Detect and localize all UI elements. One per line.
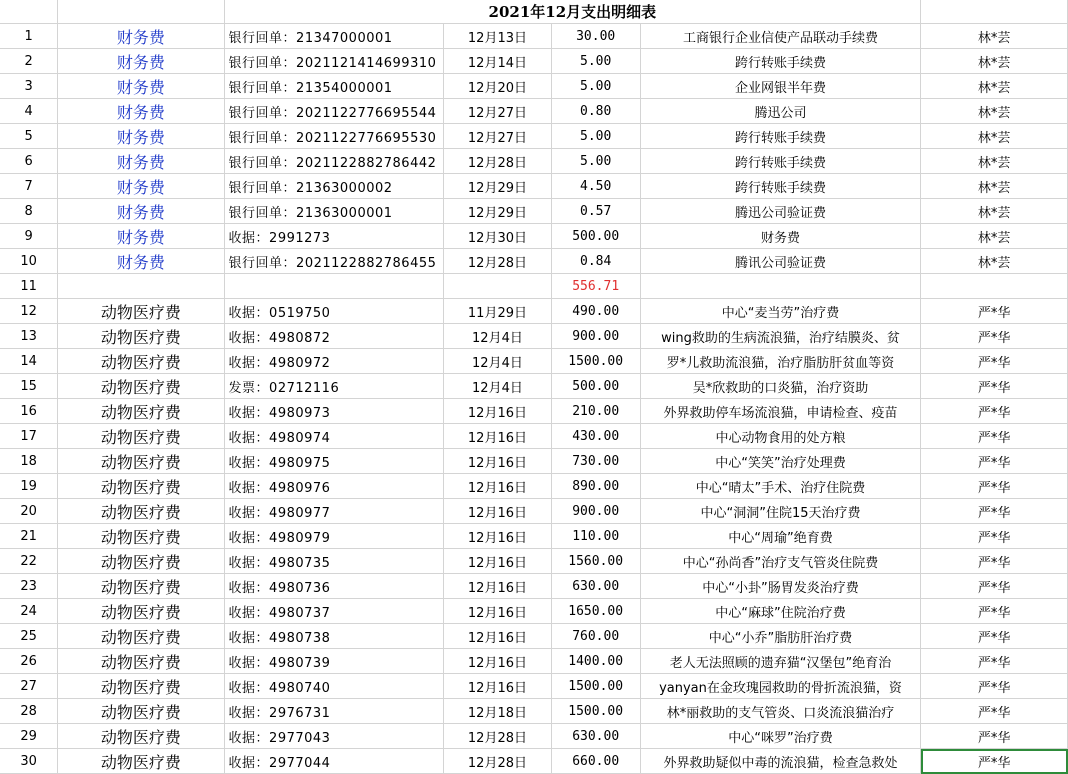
date-cell[interactable]: 12月20日 bbox=[444, 74, 551, 99]
table-row bbox=[0, 324, 1068, 349]
person-cell[interactable]: 林*芸 bbox=[921, 224, 1068, 249]
row-number[interactable]: 16 bbox=[0, 399, 58, 424]
row-number[interactable]: 8 bbox=[0, 199, 58, 224]
person-cell[interactable]: 严*华 bbox=[921, 649, 1068, 674]
date-cell[interactable]: 12月16日 bbox=[444, 499, 551, 524]
row-number[interactable]: 17 bbox=[0, 424, 58, 449]
description-cell[interactable]: 跨行转账手续费 bbox=[640, 49, 920, 74]
person-cell[interactable]: 林*芸 bbox=[921, 149, 1068, 174]
table-row bbox=[0, 74, 1068, 99]
reference-cell[interactable]: 银行回单：21363000002 bbox=[224, 174, 444, 199]
description-cell[interactable]: 工商银行企业信使产品联动手续费 bbox=[640, 24, 920, 49]
cell-row-header-blank[interactable] bbox=[0, 0, 58, 24]
description-cell[interactable]: 林*丽救助的支气管炎、口炎流浪猫治疗 bbox=[640, 699, 920, 724]
reference-cell[interactable]: 收据：4980977 bbox=[224, 499, 444, 524]
description-cell[interactable]: wing救助的生病流浪猫，治疗结膜炎、贫 bbox=[640, 324, 920, 349]
date-cell[interactable]: 12月16日 bbox=[444, 649, 551, 674]
amount-cell[interactable]: 5.00 bbox=[551, 124, 640, 149]
person-cell[interactable]: 严*华 bbox=[921, 399, 1068, 424]
amount-cell[interactable]: 500.00 bbox=[551, 224, 640, 249]
person-cell[interactable]: 严*华 bbox=[921, 749, 1068, 774]
row-number[interactable]: 11 bbox=[0, 274, 58, 299]
category-cell[interactable]: 动物医疗费 bbox=[58, 724, 224, 749]
description-cell[interactable]: 中心“孙尚香”治疗支气管炎住院费 bbox=[640, 549, 920, 574]
table-row bbox=[0, 149, 1068, 174]
date-cell[interactable]: 11月29日 bbox=[444, 299, 551, 324]
table-row bbox=[0, 49, 1068, 74]
description-cell[interactable]: 中心“小卦”肠胃发炎治疗费 bbox=[640, 574, 920, 599]
reference-cell[interactable]: 收据：2976731 bbox=[224, 699, 444, 724]
description-cell[interactable]: 吴*欣救助的口炎猫，治疗资助 bbox=[640, 374, 920, 399]
category-cell[interactable]: 财务费 bbox=[58, 249, 224, 274]
table-row bbox=[0, 474, 1068, 499]
description-cell[interactable]: 老人无法照顾的遗弃猫“汉堡包”绝育治 bbox=[640, 649, 920, 674]
person-cell[interactable]: 严*华 bbox=[921, 599, 1068, 624]
row-number[interactable]: 5 bbox=[0, 124, 58, 149]
description-cell[interactable]: 罗*儿救助流浪猫，治疗脂肪肝贫血等资 bbox=[640, 349, 920, 374]
row-number[interactable]: 27 bbox=[0, 674, 58, 699]
date-cell[interactable]: 12月14日 bbox=[444, 49, 551, 74]
reference-cell[interactable]: 收据：4980976 bbox=[224, 474, 444, 499]
person-cell[interactable]: 严*华 bbox=[921, 524, 1068, 549]
amount-cell[interactable]: 660.00 bbox=[551, 749, 640, 774]
category-cell[interactable]: 动物医疗费 bbox=[58, 574, 224, 599]
reference-cell[interactable]: 收据：4980872 bbox=[224, 324, 444, 349]
row-number[interactable]: 19 bbox=[0, 474, 58, 499]
sheet-title[interactable]: 2021年12月支出明细表 bbox=[224, 0, 921, 24]
reference-cell[interactable]: 收据：4980738 bbox=[224, 624, 444, 649]
person-cell[interactable]: 林*芸 bbox=[921, 124, 1068, 149]
category-cell[interactable]: 动物医疗费 bbox=[58, 399, 224, 424]
table-row bbox=[0, 199, 1068, 224]
date-cell[interactable]: 12月29日 bbox=[444, 174, 551, 199]
date-cell[interactable]: 12月29日 bbox=[444, 199, 551, 224]
table-row bbox=[0, 124, 1068, 149]
date-cell[interactable]: 12月16日 bbox=[444, 624, 551, 649]
table-row bbox=[0, 749, 1068, 774]
amount-cell[interactable]: 0.84 bbox=[551, 249, 640, 274]
row-number[interactable]: 6 bbox=[0, 149, 58, 174]
row-number[interactable]: 4 bbox=[0, 99, 58, 124]
person-cell[interactable]: 严*华 bbox=[921, 424, 1068, 449]
category-cell[interactable]: 动物医疗费 bbox=[58, 299, 224, 324]
reference-cell[interactable]: 银行回单：21347000001 bbox=[224, 24, 444, 49]
date-cell[interactable]: 12月16日 bbox=[444, 574, 551, 599]
row-number[interactable]: 15 bbox=[0, 374, 58, 399]
description-cell[interactable]: 中心动物食用的处方粮 bbox=[640, 424, 920, 449]
category-cell[interactable]: 动物医疗费 bbox=[58, 524, 224, 549]
category-cell[interactable]: 动物医疗费 bbox=[58, 499, 224, 524]
amount-cell[interactable]: 1500.00 bbox=[551, 699, 640, 724]
row-number[interactable]: 21 bbox=[0, 524, 58, 549]
table-row bbox=[0, 374, 1068, 399]
cell-blank[interactable] bbox=[921, 0, 1068, 24]
amount-cell[interactable]: 1650.00 bbox=[551, 599, 640, 624]
person-cell[interactable]: 严*华 bbox=[921, 624, 1068, 649]
reference-cell[interactable]: 收据：2991273 bbox=[224, 224, 444, 249]
table-row bbox=[0, 274, 1068, 299]
table-row bbox=[0, 299, 1068, 324]
date-cell[interactable]: 12月16日 bbox=[444, 549, 551, 574]
amount-cell[interactable]: 4.50 bbox=[551, 174, 640, 199]
reference-cell[interactable]: 收据：4980972 bbox=[224, 349, 444, 374]
amount-cell[interactable]: 730.00 bbox=[551, 449, 640, 474]
table-row bbox=[0, 449, 1068, 474]
category-cell[interactable]: 财务费 bbox=[58, 24, 224, 49]
category-cell[interactable]: 财务费 bbox=[58, 199, 224, 224]
row-number[interactable]: 7 bbox=[0, 174, 58, 199]
date-cell[interactable]: 12月28日 bbox=[444, 749, 551, 774]
person-cell[interactable]: 严*华 bbox=[921, 724, 1068, 749]
amount-cell[interactable]: 0.57 bbox=[551, 199, 640, 224]
amount-cell[interactable]: 430.00 bbox=[551, 424, 640, 449]
description-cell[interactable]: 中心“麦当劳”治疗费 bbox=[640, 299, 920, 324]
table-row bbox=[0, 574, 1068, 599]
person-cell[interactable]: 林*芸 bbox=[921, 24, 1068, 49]
description-cell[interactable]: 跨行转账手续费 bbox=[640, 124, 920, 149]
description-cell[interactable]: 外界救助疑似中毒的流浪猫，检查急救处 bbox=[640, 749, 920, 774]
person-cell[interactable]: 严*华 bbox=[921, 324, 1068, 349]
table-row bbox=[0, 399, 1068, 424]
description-cell[interactable]: 腾迅公司 bbox=[640, 99, 920, 124]
table-row bbox=[0, 699, 1068, 724]
category-cell[interactable]: 动物医疗费 bbox=[58, 649, 224, 674]
category-cell[interactable]: 动物医疗费 bbox=[58, 424, 224, 449]
date-cell[interactable]: 12月28日 bbox=[444, 249, 551, 274]
date-cell[interactable]: 12月18日 bbox=[444, 699, 551, 724]
description-cell[interactable]: 跨行转账手续费 bbox=[640, 149, 920, 174]
category-cell[interactable]: 动物医疗费 bbox=[58, 599, 224, 624]
amount-cell[interactable]: 490.00 bbox=[551, 299, 640, 324]
amount-cell[interactable]: 630.00 bbox=[551, 724, 640, 749]
description-cell[interactable]: 中心“咪罗”治疗费 bbox=[640, 724, 920, 749]
reference-cell[interactable]: 收据：0519750 bbox=[224, 299, 444, 324]
row-number[interactable]: 26 bbox=[0, 649, 58, 674]
reference-cell[interactable] bbox=[224, 274, 444, 299]
amount-cell[interactable]: 900.00 bbox=[551, 499, 640, 524]
date-cell[interactable]: 12月28日 bbox=[444, 724, 551, 749]
amount-cell[interactable]: 1500.00 bbox=[551, 674, 640, 699]
amount-cell[interactable]: 30.00 bbox=[551, 24, 640, 49]
cell-blank[interactable] bbox=[58, 0, 224, 24]
reference-cell[interactable]: 银行回单：2021122882786442 bbox=[224, 149, 444, 174]
date-cell[interactable]: 12月16日 bbox=[444, 599, 551, 624]
table-row bbox=[0, 224, 1068, 249]
description-cell[interactable]: 外界救助停车场流浪猫，申请检查、疫苗 bbox=[640, 399, 920, 424]
category-cell[interactable]: 动物医疗费 bbox=[58, 474, 224, 499]
person-cell[interactable]: 严*华 bbox=[921, 474, 1068, 499]
reference-cell[interactable]: 银行回单：21354000001 bbox=[224, 74, 444, 99]
category-cell[interactable]: 财务费 bbox=[58, 149, 224, 174]
reference-cell[interactable]: 收据：4980737 bbox=[224, 599, 444, 624]
date-cell[interactable]: 12月16日 bbox=[444, 524, 551, 549]
reference-cell[interactable]: 收据：4980735 bbox=[224, 549, 444, 574]
person-cell[interactable]: 严*华 bbox=[921, 374, 1068, 399]
date-cell[interactable]: 12月4日 bbox=[444, 374, 551, 399]
amount-cell[interactable]: 1400.00 bbox=[551, 649, 640, 674]
date-cell[interactable]: 12月27日 bbox=[444, 99, 551, 124]
person-cell[interactable]: 严*华 bbox=[921, 349, 1068, 374]
category-cell[interactable]: 财务费 bbox=[58, 174, 224, 199]
description-cell[interactable]: 中心“洞洞”住院15天治疗费 bbox=[640, 499, 920, 524]
table-row bbox=[0, 424, 1068, 449]
person-cell[interactable]: 林*芸 bbox=[921, 74, 1068, 99]
row-number[interactable]: 25 bbox=[0, 624, 58, 649]
category-cell[interactable]: 财务费 bbox=[58, 224, 224, 249]
category-cell[interactable]: 财务费 bbox=[58, 99, 224, 124]
amount-cell[interactable]: 5.00 bbox=[551, 149, 640, 174]
amount-cell[interactable]: 1560.00 bbox=[551, 549, 640, 574]
table-row bbox=[0, 624, 1068, 649]
date-cell[interactable]: 12月4日 bbox=[444, 349, 551, 374]
date-cell[interactable]: 12月16日 bbox=[444, 449, 551, 474]
date-cell[interactable] bbox=[444, 274, 551, 299]
table-row bbox=[0, 249, 1068, 274]
reference-cell[interactable]: 收据：2977043 bbox=[224, 724, 444, 749]
description-cell[interactable]: 财务费 bbox=[640, 224, 920, 249]
reference-cell[interactable]: 收据：4980736 bbox=[224, 574, 444, 599]
category-cell[interactable]: 动物医疗费 bbox=[58, 349, 224, 374]
amount-cell[interactable]: 556.71 bbox=[551, 274, 640, 299]
row-number[interactable]: 12 bbox=[0, 299, 58, 324]
reference-cell[interactable]: 银行回单：21363000001 bbox=[224, 199, 444, 224]
description-cell[interactable]: 腾迅公司验证费 bbox=[640, 199, 920, 224]
row-number[interactable]: 14 bbox=[0, 349, 58, 374]
description-cell[interactable]: 中心“周瑜”绝育费 bbox=[640, 524, 920, 549]
row-number[interactable]: 2 bbox=[0, 49, 58, 74]
amount-cell[interactable]: 760.00 bbox=[551, 624, 640, 649]
table-row bbox=[0, 349, 1068, 374]
date-cell[interactable]: 12月4日 bbox=[444, 324, 551, 349]
reference-cell[interactable]: 收据：4980739 bbox=[224, 649, 444, 674]
category-cell[interactable]: 动物医疗费 bbox=[58, 324, 224, 349]
category-cell[interactable]: 财务费 bbox=[58, 124, 224, 149]
description-cell[interactable] bbox=[640, 274, 920, 299]
category-cell[interactable]: 动物医疗费 bbox=[58, 624, 224, 649]
table-row bbox=[0, 599, 1068, 624]
amount-cell[interactable]: 900.00 bbox=[551, 324, 640, 349]
table-row bbox=[0, 524, 1068, 549]
date-cell[interactable]: 12月16日 bbox=[444, 674, 551, 699]
date-cell[interactable]: 12月16日 bbox=[444, 399, 551, 424]
person-cell[interactable]: 严*华 bbox=[921, 299, 1068, 324]
row-number[interactable]: 29 bbox=[0, 724, 58, 749]
date-cell[interactable]: 12月28日 bbox=[444, 149, 551, 174]
row-number[interactable]: 23 bbox=[0, 574, 58, 599]
person-cell[interactable]: 严*华 bbox=[921, 449, 1068, 474]
category-cell[interactable]: 动物医疗费 bbox=[58, 674, 224, 699]
person-cell[interactable]: 林*芸 bbox=[921, 199, 1068, 224]
date-cell[interactable]: 12月13日 bbox=[444, 24, 551, 49]
description-cell[interactable]: 中心“晴太”手术、治疗住院费 bbox=[640, 474, 920, 499]
amount-cell[interactable]: 500.00 bbox=[551, 374, 640, 399]
row-number[interactable]: 20 bbox=[0, 499, 58, 524]
row-number[interactable]: 28 bbox=[0, 699, 58, 724]
row-number[interactable]: 22 bbox=[0, 549, 58, 574]
reference-cell[interactable]: 收据：2977044 bbox=[224, 749, 444, 774]
table-row bbox=[0, 674, 1068, 699]
reference-cell[interactable]: 银行回单：2021122776695544 bbox=[224, 99, 444, 124]
reference-cell[interactable]: 收据：4980975 bbox=[224, 449, 444, 474]
row-number[interactable]: 24 bbox=[0, 599, 58, 624]
reference-cell[interactable]: 收据：4980974 bbox=[224, 424, 444, 449]
amount-cell[interactable]: 5.00 bbox=[551, 74, 640, 99]
table-row bbox=[0, 724, 1068, 749]
category-cell[interactable]: 财务费 bbox=[58, 74, 224, 99]
description-cell[interactable]: 跨行转账手续费 bbox=[640, 174, 920, 199]
row-number[interactable]: 13 bbox=[0, 324, 58, 349]
category-cell[interactable]: 动物医疗费 bbox=[58, 374, 224, 399]
amount-cell[interactable]: 0.80 bbox=[551, 99, 640, 124]
reference-cell[interactable]: 收据：4980979 bbox=[224, 524, 444, 549]
category-cell[interactable]: 动物医疗费 bbox=[58, 749, 224, 774]
amount-cell[interactable]: 890.00 bbox=[551, 474, 640, 499]
table-row bbox=[0, 549, 1068, 574]
amount-cell[interactable]: 210.00 bbox=[551, 399, 640, 424]
person-cell[interactable]: 严*华 bbox=[921, 499, 1068, 524]
amount-cell[interactable]: 5.00 bbox=[551, 49, 640, 74]
table-row bbox=[0, 649, 1068, 674]
person-cell[interactable]: 严*华 bbox=[921, 549, 1068, 574]
description-cell[interactable]: yanyan在金玫瑰园救助的骨折流浪猫，资 bbox=[640, 674, 920, 699]
person-cell[interactable]: 林*芸 bbox=[921, 99, 1068, 124]
person-cell[interactable]: 林*芸 bbox=[921, 249, 1068, 274]
date-cell[interactable]: 12月16日 bbox=[444, 474, 551, 499]
reference-cell[interactable]: 银行回单：2021122776695530 bbox=[224, 124, 444, 149]
category-cell[interactable]: 动物医疗费 bbox=[58, 549, 224, 574]
amount-cell[interactable]: 110.00 bbox=[551, 524, 640, 549]
date-cell[interactable]: 12月30日 bbox=[444, 224, 551, 249]
reference-cell[interactable]: 银行回单：2021122882786455 bbox=[224, 249, 444, 274]
reference-cell[interactable]: 发票：02712116 bbox=[224, 374, 444, 399]
amount-cell[interactable]: 630.00 bbox=[551, 574, 640, 599]
reference-cell[interactable]: 收据：4980740 bbox=[224, 674, 444, 699]
category-cell[interactable]: 财务费 bbox=[58, 49, 224, 74]
person-cell[interactable]: 严*华 bbox=[921, 699, 1068, 724]
person-cell[interactable]: 林*芸 bbox=[921, 174, 1068, 199]
table-row bbox=[0, 24, 1068, 49]
reference-cell[interactable]: 银行回单：2021121414699310 bbox=[224, 49, 444, 74]
table-row bbox=[0, 174, 1068, 199]
category-cell[interactable]: 动物医疗费 bbox=[58, 699, 224, 724]
row-number[interactable]: 1 bbox=[0, 24, 58, 49]
reference-cell[interactable]: 收据：4980973 bbox=[224, 399, 444, 424]
description-cell[interactable]: 中心“麻球”住院治疗费 bbox=[640, 599, 920, 624]
category-cell[interactable]: 动物医疗费 bbox=[58, 449, 224, 474]
row-number[interactable]: 30 bbox=[0, 749, 58, 774]
person-cell[interactable]: 严*华 bbox=[921, 674, 1068, 699]
description-cell[interactable]: 中心“小乔”脂肪肝治疗费 bbox=[640, 624, 920, 649]
person-cell[interactable]: 严*华 bbox=[921, 574, 1068, 599]
category-cell[interactable] bbox=[58, 274, 224, 299]
amount-cell[interactable]: 1500.00 bbox=[551, 349, 640, 374]
row-number[interactable]: 18 bbox=[0, 449, 58, 474]
person-cell[interactable] bbox=[921, 274, 1068, 299]
table-row bbox=[0, 499, 1068, 524]
row-number[interactable]: 3 bbox=[0, 74, 58, 99]
table-row bbox=[0, 99, 1068, 124]
row-number[interactable]: 10 bbox=[0, 249, 58, 274]
description-cell[interactable]: 中心“笑笑”治疗处理费 bbox=[640, 449, 920, 474]
date-cell[interactable]: 12月16日 bbox=[444, 424, 551, 449]
row-number[interactable]: 9 bbox=[0, 224, 58, 249]
description-cell[interactable]: 企业网银半年费 bbox=[640, 74, 920, 99]
description-cell[interactable]: 腾讯公司验证费 bbox=[640, 249, 920, 274]
date-cell[interactable]: 12月27日 bbox=[444, 124, 551, 149]
person-cell[interactable]: 林*芸 bbox=[921, 49, 1068, 74]
